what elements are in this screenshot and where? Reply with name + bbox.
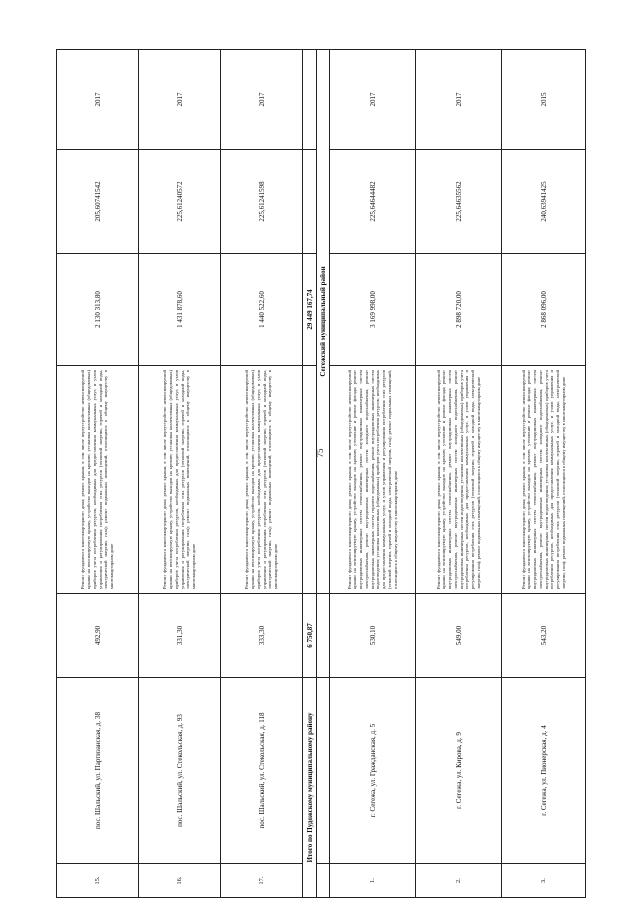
house-address: пос. Шальский, ул. Партизанская, д. 38 [57, 678, 139, 864]
district-heading-row [317, 50, 330, 898]
total-label: Итого по Пудожскому муниципальному району [303, 678, 317, 898]
house-address: г. Сегежа, ул. Кирова, д. 9 [416, 678, 502, 864]
planned-year: 2017 [221, 50, 303, 150]
planned-year: 2017 [57, 50, 139, 150]
repair-cost: 1 431 878,60 [139, 254, 221, 366]
cost-per-sqm: 205,60741542 [57, 150, 139, 254]
district-address-empty [317, 678, 330, 864]
house-area: 543,20 [502, 594, 586, 678]
row-number: 16. [139, 864, 221, 898]
house-area: 331,30 [139, 594, 221, 678]
house-area: 549,00 [416, 594, 502, 678]
row-number: 3. [502, 864, 586, 898]
planned-year: 2017 [139, 50, 221, 150]
cost-per-sqm: 225,61241598 [221, 150, 303, 254]
house-area: 492,90 [57, 594, 139, 678]
planned-year: 2017 [416, 50, 502, 150]
works-list: Ремонт фундамента многоквартирного дома; ремонт крыши, в том числе переустройство невентилируемой крыши на вентилируемую крышу, устройство выходов на кровлю; установка коллективных (общедомовых) приборов учета потребления ресурсов, необходимых для предоставления коммунальных услуг, и узлов управления и регулирования потребления этих ресурсов (тепловой энергии, горячей и холодной воды, электрической энергии, газа); ремонт подвальных помещений, относящихся к общему имуществу в многоквартирном доме [139, 366, 221, 594]
table-row [416, 50, 502, 898]
cost-per-sqm: 240,63941425 [502, 150, 586, 254]
document-table-frame [56, 50, 584, 898]
repair-cost: 3 169 998,00 [330, 254, 416, 366]
works-list: Ремонт фундамента многоквартирного дома; ремонт крыши, в том числе переустройство невентилируемой крыши на вентилируемую крышу, устройство выходов на кровлю; установка коллективных (общедомовых) приборов учета потребления ресурсов, необходимых для предоставления коммунальных услуг, и узлов управления и регулирования потребления этих ресурсов (тепловой энергии, горячей и холодной воды, электрической энергии, газа); ремонт подвальных помещений, относящихся к общему имуществу в многоквартирном доме [57, 366, 139, 594]
total-area: 6 750,87 [303, 594, 317, 678]
house-address: пос. Шальский, ул. Стекольская, д. 93 [139, 678, 221, 864]
page-number: 75 [315, 448, 325, 458]
planned-year: 2015 [502, 50, 586, 150]
total-cost: 29 449 167,74 [303, 254, 317, 366]
house-address: г. Сегежа, ул. Гражданская, д. 5 [330, 678, 416, 864]
district-area-empty [317, 594, 330, 678]
table-row [57, 50, 139, 898]
repair-cost: 2 898 720,00 [416, 254, 502, 366]
house-area: 333,30 [221, 594, 303, 678]
cost-per-sqm: 225,64635562 [416, 150, 502, 254]
repair-program-table [56, 49, 586, 898]
works-list: Ремонт фундамента многоквартирного дома; ремонт крыши, в том числе переустройство невентилируемой крыши на вентилируемую крышу, устройство выходов на кровлю; утепление и ремонт фасада; ремонт внутридомовых инженерных систем теплоснабжения, ремонт внутридомовых инженерных систем электроснабжения, ремонт внутридомовых инженерных систем холодного водоснабжения, ремонт внутридомовых инженерных систем горячего водоснабжения, ремонт внутридомовых инженерных систем водоотведения; установка коллективных (общедомовых) приборов учета потребления ресурсов, необходимых для предоставления коммунальных услуг, и узлов управления и регулирования потребления этих ресурсов (тепловой энергии, горячей и холодной воды, электрической энергии, газа); ремонт подвальных помещений, относящихся к общему имуществу в многоквартирном доме [330, 366, 416, 594]
house-address: г. Сегежа, ул. Пионерская, д. 4 [502, 678, 586, 864]
table-row [139, 50, 221, 898]
total-row [303, 50, 317, 898]
table-row [221, 50, 303, 898]
table-row [330, 50, 416, 898]
cost-per-sqm: 225,64644482 [330, 150, 416, 254]
repair-cost: 2 868 096,00 [502, 254, 586, 366]
house-area: 530,10 [330, 594, 416, 678]
district-num-empty [317, 864, 330, 898]
row-number: 15. [57, 864, 139, 898]
repair-cost: 2 130 313,80 [57, 254, 139, 366]
total-rate-empty [303, 150, 317, 254]
house-address: пос. Шальский, ул. Стекольская, д. 118 [221, 678, 303, 864]
row-number: 1. [330, 864, 416, 898]
works-list: Ремонт фундамента многоквартирного дома; ремонт крыши, в том числе переустройство невентилируемой крыши на вентилируемую крышу, устройство выходов на кровлю; утепление и ремонт фасада; ремонт внутридомовых инженерных систем теплоснабжения, ремонт внутридомовых инженерных систем электроснабжения, ремонт внутридомовых инженерных систем холодного водоснабжения, ремонт внутридомовых инженерных систем водоотведения; установка коллективных (общедомовых) приборов учета потребления ресурсов, необходимых для предоставления коммунальных услуг, и узлов управления и регулирования потребления этих ресурсов (тепловой энергии, горячей и холодной воды, электрической энергии, газа); ремонт подвальных помещений, относящихся к общему имуществу в многоквартирном доме [416, 366, 502, 594]
works-list: Ремонт фундамента многоквартирного дома; ремонт крыши, в том числе переустройство невентилируемой крыши на вентилируемую крышу, устройство выходов на кровлю; установка коллективных (общедомовых) приборов учета потребления ресурсов, необходимых для предоставления коммунальных услуг, и узлов управления и регулирования потребления этих ресурсов (тепловой энергии, горячей и холодной воды, электрической энергии, газа); ремонт подвальных помещений, относящихся к общему имуществу в многоквартирном доме [221, 366, 303, 594]
row-number: 2. [416, 864, 502, 898]
row-number: 17. [221, 864, 303, 898]
district-heading: Сегежский муниципальный район [317, 50, 330, 594]
planned-year: 2017 [330, 50, 416, 150]
total-year-empty [303, 50, 317, 150]
works-list: Ремонт фундамента многоквартирного дома; ремонт крыши, в том числе переустройство невентилируемой крыши на вентилируемую крышу, устройство выходов на кровлю; утепление и ремонт фасада; ремонт внутридомовых инженерных систем теплоснабжения, ремонт внутридомовых инженерных систем электроснабжения, ремонт внутридомовых инженерных систем холодного водоснабжения, ремонт внутридомовых инженерных систем водоотведения; установка коллективных (общедомовых) приборов учета потребления ресурсов, необходимых для предоставления коммунальных услуг, и узлов управления и регулирования потребления этих ресурсов (тепловой энергии, горячей и холодной воды, электрической энергии, газа); ремонт подвальных помещений, относящихся к общему имуществу в многоквартирном доме [502, 366, 586, 594]
table-row [502, 50, 586, 898]
total-works-empty [303, 366, 317, 594]
cost-per-sqm: 225,61240572 [139, 150, 221, 254]
repair-cost: 1 440 522,60 [221, 254, 303, 366]
